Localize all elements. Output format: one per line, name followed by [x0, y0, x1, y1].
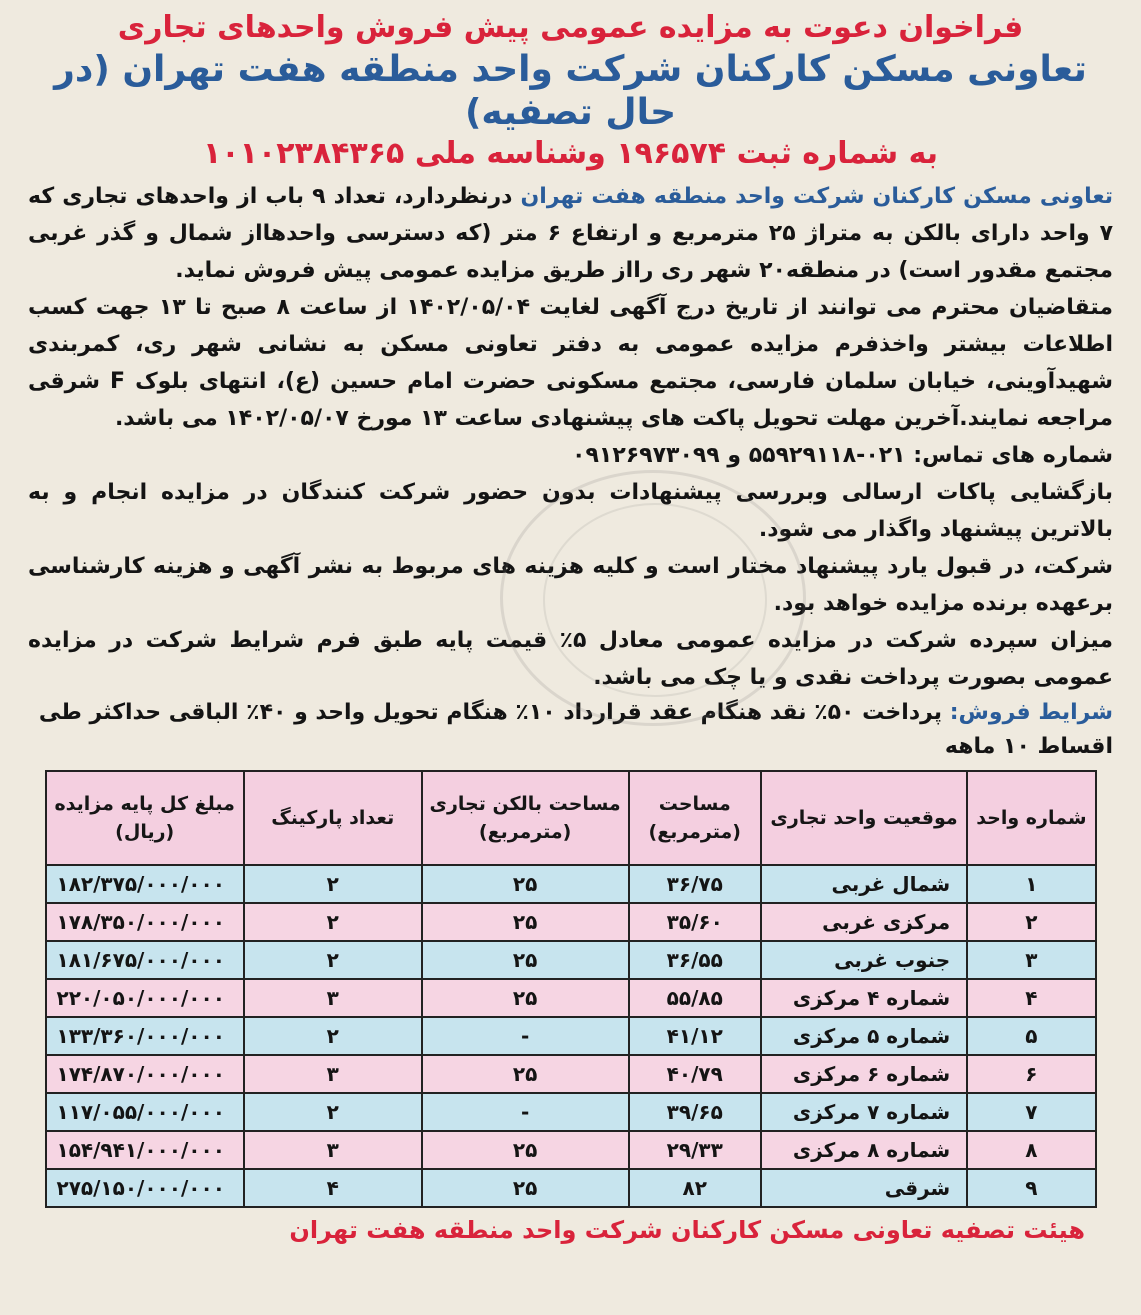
opening-paragraph: بازگشایی پاکات ارسالی وبررسی پیشنهادات بدون حضور شرکت کنندگان در مزایده انجام و به بالاترین پیشنهاد واگذار می شود.: [28, 480, 1113, 543]
cell-unit-number: ۴: [967, 979, 1095, 1017]
cell-base-price: ۱۷۴/۸۷۰/۰۰۰/۰۰۰: [46, 1055, 244, 1093]
cell-area: ۳۵/۶۰: [629, 903, 761, 941]
cell-base-price: ۲۷۵/۱۵۰/۰۰۰/۰۰۰: [46, 1169, 244, 1207]
cell-area: ۵۵/۸۵: [629, 979, 761, 1017]
intro-text: درنظردارد، تعداد ۹ باب از واحدهای تجاری که ۷ واحد دارای بالکن به متراژ ۲۵ مترمربع و ارتفاع ۶ متر (که دسترسی واحدهااز شمال و گذر غربی مجتمع مقدور است) در منطقه۲۰ شهر ری رااز طریق مزایده عمومی پیش فروش نماید.: [28, 184, 1114, 284]
headline-organization: تعاونی مسکن کارکنان شرکت واحد منطقه هفت تهران (در حال تصفیه): [54, 49, 1087, 134]
cell-parking: ۳: [244, 1131, 422, 1169]
cell-balcony-area: ۲۵: [422, 1055, 629, 1093]
cell-balcony-area: ۲۵: [422, 1169, 629, 1207]
phones-label: شماره های تماس:: [905, 443, 1113, 469]
cell-area: ۲۹/۳۳: [629, 1131, 761, 1169]
applicants-paragraph: متقاضیان محترم می توانند از تاریخ درج آگهی لغایت ۱۴۰۲/۰۵/۰۴ از ساعت ۸ صبح تا ۱۳ جهت کسب اطلاعات بیشتر واخذفرم مزایده عمومی به دفتر تعاونی مسکن به نشانی شهر ری، کمربندی شهیدآوینی، خیابان سلمان فارسی، مجتمع مسکونی حضرت امام حسین (ع)، انتهای بلوک F شرقی مراجعه نمایند.آخرین مهلت تحویل پاکت های پیشنهادی ساعت ۱۳ مورخ ۱۴۰۲/۰۵/۰۷ می باشد.: [28, 295, 1113, 432]
cell-unit-number: ۶: [967, 1055, 1095, 1093]
cell-base-price: ۱۸۲/۳۷۵/۰۰۰/۰۰۰: [46, 865, 244, 903]
units-table-header: [46, 771, 1096, 865]
cell-base-price: ۱۵۴/۹۴۱/۰۰۰/۰۰۰: [46, 1131, 244, 1169]
table-row: [46, 1055, 1096, 1093]
table-row: [46, 979, 1096, 1017]
header-area: مساحت (مترمربع): [629, 771, 761, 865]
table-row: [46, 903, 1096, 941]
cell-parking: ۲: [244, 1093, 422, 1131]
cell-location: شماره ۸ مرکزی: [761, 1131, 967, 1169]
cell-parking: ۲: [244, 1017, 422, 1055]
cell-area: ۳۶/۷۵: [629, 865, 761, 903]
table-row: [46, 1093, 1096, 1131]
cell-location: شماره ۴ مرکزی: [761, 979, 967, 1017]
cell-base-price: ۱۷۸/۳۵۰/۰۰۰/۰۰۰: [46, 903, 244, 941]
cell-unit-number: ۸: [967, 1131, 1095, 1169]
cell-location: شمال غربی: [761, 865, 967, 903]
intro-organization: تعاونی مسکن کارکنان شرکت واحد منطقه هفت تهران: [520, 184, 1114, 210]
phones-value: ۰۲۱-۵۵۹۲۹۱۱۸ و ۰۹۱۲۶۹۷۳۰۹۹: [572, 443, 906, 469]
cell-unit-number: ۳: [967, 941, 1095, 979]
signature: هیئت تصفیه تعاونی مسکن کارکنان شرکت واحد منطقه هفت تهران: [289, 1216, 1085, 1245]
header-base-price: مبلغ کل پایه مزایده (ریال): [46, 771, 244, 865]
cell-area: ۳۹/۶۵: [629, 1093, 761, 1131]
cell-unit-number: ۹: [967, 1169, 1095, 1207]
sale-conditions-text: پرداخت ۵۰٪ نقد هنگام عقد قرارداد ۱۰٪ هنگام تحویل واحد و ۴۰٪ الباقی حداکثر طی اقساط ۱۰ ماهه: [38, 700, 1113, 760]
header-balcony-area: مساحت بالکن تجاری (مترمربع): [422, 771, 629, 865]
cell-parking: ۲: [244, 941, 422, 979]
cell-parking: ۳: [244, 1055, 422, 1093]
cell-area: ۸۲: [629, 1169, 761, 1207]
cell-area: ۳۶/۵۵: [629, 941, 761, 979]
cell-parking: ۳: [244, 979, 422, 1017]
cell-parking: ۲: [244, 865, 422, 903]
intro-paragraph: [28, 178, 1113, 289]
cell-location: شماره ۵ مرکزی: [761, 1017, 967, 1055]
units-table-body: [46, 865, 1096, 1207]
headline-call: فراخوان دعوت به مزایده عمومی پیش فروش واحدهای تجاری: [117, 10, 1024, 45]
cell-balcony-area: ۲۵: [422, 941, 629, 979]
cell-base-price: ۱۱۷/۰۵۵/۰۰۰/۰۰۰: [46, 1093, 244, 1131]
cell-balcony-area: ۲۵: [422, 1131, 629, 1169]
cell-balcony-area: ۲۵: [422, 865, 629, 903]
header-unit-number: شماره واحد: [967, 771, 1095, 865]
cell-balcony-area: -: [422, 1017, 629, 1055]
cell-balcony-area: ۲۵: [422, 903, 629, 941]
table-row: [46, 1017, 1096, 1055]
units-table: [45, 770, 1097, 1208]
cell-base-price: ۱۳۳/۳۶۰/۰۰۰/۰۰۰: [46, 1017, 244, 1055]
sale-conditions: [28, 696, 1113, 764]
cell-location: جنوب غربی: [761, 941, 967, 979]
company-rights-paragraph: شرکت، در قبول یارد پیشنهاد مختار است و کلیه هزینه های مربوط به نشر آگهی و هزینه کارشناسی برعهده برنده مزایده خواهد بود.: [28, 554, 1113, 617]
header-parking: تعداد پارکینگ: [244, 771, 422, 865]
table-row: [46, 1169, 1096, 1207]
cell-unit-number: ۵: [967, 1017, 1095, 1055]
cell-unit-number: ۱: [967, 865, 1095, 903]
header-location: موقعیت واحد تجاری: [761, 771, 967, 865]
cell-unit-number: ۲: [967, 903, 1095, 941]
sale-conditions-label: شرایط فروش:: [942, 700, 1113, 726]
headline-registration: به شماره ثبت ۱۹۶۵۷۴ وشناسه ملی ۱۰۱۰۲۳۸۴۳۶۵: [202, 136, 939, 172]
cell-balcony-area: -: [422, 1093, 629, 1131]
table-row: [46, 941, 1096, 979]
cell-location: شرقی: [761, 1169, 967, 1207]
cell-base-price: ۲۲۰/۰۵۰/۰۰۰/۰۰۰: [46, 979, 244, 1017]
cell-parking: ۴: [244, 1169, 422, 1207]
cell-location: شماره ۶ مرکزی: [761, 1055, 967, 1093]
table-row: [46, 1131, 1096, 1169]
cell-location: شماره ۷ مرکزی: [761, 1093, 967, 1131]
deposit-paragraph: میزان سپرده شرکت در مزایده عمومی معادل ۵٪ قیمت پایه طبق فرم شرایط شرکت در مزایده عمومی بصورت پرداخت نقدی و یا چک می باشد.: [28, 628, 1113, 691]
cell-parking: ۲: [244, 903, 422, 941]
cell-area: ۴۱/۱۲: [629, 1017, 761, 1055]
cell-base-price: ۱۸۱/۶۷۵/۰۰۰/۰۰۰: [46, 941, 244, 979]
table-row: [46, 865, 1096, 903]
cell-area: ۴۰/۷۹: [629, 1055, 761, 1093]
cell-unit-number: ۷: [967, 1093, 1095, 1131]
phones-line: [28, 437, 1113, 474]
cell-location: مرکزی غربی: [761, 903, 967, 941]
cell-balcony-area: ۲۵: [422, 979, 629, 1017]
